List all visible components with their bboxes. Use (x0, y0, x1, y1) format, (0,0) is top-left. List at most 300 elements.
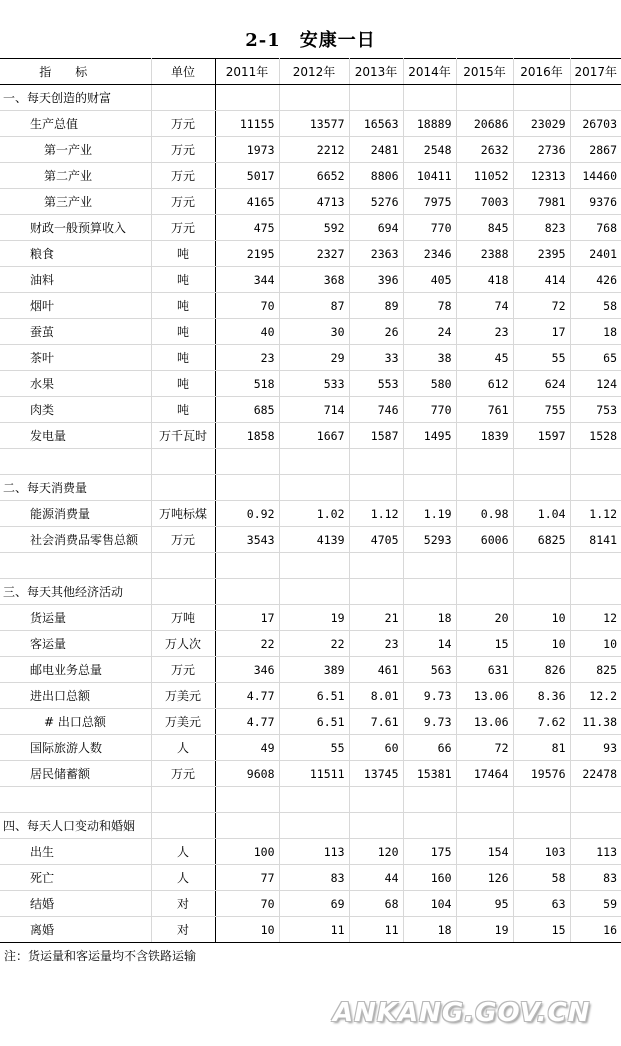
row-value (215, 813, 279, 839)
header-row (0, 59, 621, 85)
row-unit (151, 553, 215, 579)
row-value: 4.77 (215, 709, 279, 735)
row-value: 2195 (215, 241, 279, 267)
row-value: 2395 (513, 241, 570, 267)
row-value: 22 (215, 631, 279, 657)
row-value: 755 (513, 397, 570, 423)
row-value: 418 (456, 267, 513, 293)
header-indicator: 指标 (0, 59, 151, 85)
row-value: 1495 (403, 423, 456, 449)
table-row (0, 189, 621, 215)
row-indicator: 进出口总额 (0, 683, 151, 709)
row-value: 100 (215, 839, 279, 865)
row-value: 15381 (403, 761, 456, 787)
row-value: 2401 (570, 241, 621, 267)
row-value: 93 (570, 735, 621, 761)
row-indicator: 第三产业 (0, 189, 151, 215)
row-value: 11 (279, 917, 349, 943)
row-value: 160 (403, 865, 456, 891)
row-value: 58 (570, 293, 621, 319)
row-value (215, 579, 279, 605)
row-value (279, 85, 349, 111)
row-value: 4705 (349, 527, 403, 553)
row-value (349, 85, 403, 111)
row-value: 1528 (570, 423, 621, 449)
row-value: 14 (403, 631, 456, 657)
row-value: 2388 (456, 241, 513, 267)
row-value: 10 (215, 917, 279, 943)
row-value: 414 (513, 267, 570, 293)
table-row (0, 241, 621, 267)
table-row (0, 787, 621, 813)
footnote: 注：货运量和客运量均不含铁路运输 (4, 949, 197, 963)
row-value: 20 (456, 605, 513, 631)
row-value: 72 (456, 735, 513, 761)
row-value: 11 (349, 917, 403, 943)
row-value: 518 (215, 371, 279, 397)
row-value: 0.98 (456, 501, 513, 527)
row-unit: 万元 (151, 163, 215, 189)
table-row (0, 527, 621, 553)
table-row (0, 319, 621, 345)
row-value: 2632 (456, 137, 513, 163)
row-indicator: 油料 (0, 267, 151, 293)
row-value: 65 (570, 345, 621, 371)
row-value (570, 787, 621, 813)
row-unit: 人 (151, 865, 215, 891)
row-value: 55 (513, 345, 570, 371)
row-unit: 人 (151, 735, 215, 761)
row-value: 631 (456, 657, 513, 683)
row-value (513, 475, 570, 501)
row-value: 8.36 (513, 683, 570, 709)
row-value: 55 (279, 735, 349, 761)
row-value: 5276 (349, 189, 403, 215)
row-value: 81 (513, 735, 570, 761)
row-unit: 万元 (151, 111, 215, 137)
row-value: 58 (513, 865, 570, 891)
row-value: 19 (279, 605, 349, 631)
table-row (0, 761, 621, 787)
row-value (456, 813, 513, 839)
row-value: 405 (403, 267, 456, 293)
row-value: 1.04 (513, 501, 570, 527)
row-value: 825 (570, 657, 621, 683)
row-value: 95 (456, 891, 513, 917)
row-unit (151, 813, 215, 839)
row-value (279, 813, 349, 839)
table-row (0, 397, 621, 423)
row-value: 18 (403, 917, 456, 943)
row-value: 346 (215, 657, 279, 683)
row-value: 59 (570, 891, 621, 917)
row-indicator: 一、每天创造的财富 (0, 85, 151, 111)
row-value: 19576 (513, 761, 570, 787)
row-value: 7975 (403, 189, 456, 215)
header-year: 2014年 (403, 59, 456, 85)
row-value: 1.19 (403, 501, 456, 527)
row-value: 4.77 (215, 683, 279, 709)
row-value: 8141 (570, 527, 621, 553)
row-value: 826 (513, 657, 570, 683)
table-row (0, 605, 621, 631)
row-indicator: 蚕茧 (0, 319, 151, 345)
row-value: 33 (349, 345, 403, 371)
row-value: 7981 (513, 189, 570, 215)
row-value: 18 (403, 605, 456, 631)
row-value: 30 (279, 319, 349, 345)
row-indicator: 三、每天其他经济活动 (0, 579, 151, 605)
row-value: 533 (279, 371, 349, 397)
row-value: 17 (513, 319, 570, 345)
row-indicator: 能源消费量 (0, 501, 151, 527)
table-row (0, 865, 621, 891)
row-value: 69 (279, 891, 349, 917)
table-row (0, 735, 621, 761)
row-value (403, 85, 456, 111)
table-row (0, 813, 621, 839)
row-indicator: 水果 (0, 371, 151, 397)
row-unit: 万元 (151, 527, 215, 553)
row-value: 461 (349, 657, 403, 683)
row-unit: 万元 (151, 189, 215, 215)
row-value: 26 (349, 319, 403, 345)
row-value: 45 (456, 345, 513, 371)
row-value: 2548 (403, 137, 456, 163)
row-value: 23 (215, 345, 279, 371)
row-value (456, 85, 513, 111)
row-indicator: 四、每天人口变动和婚姻 (0, 813, 151, 839)
page-title: 2-1 安康一日 (245, 30, 376, 51)
row-value (279, 475, 349, 501)
row-value: 11.38 (570, 709, 621, 735)
row-value: 6825 (513, 527, 570, 553)
table-row (0, 631, 621, 657)
row-value: 1973 (215, 137, 279, 163)
table-body (0, 85, 621, 943)
row-value: 5293 (403, 527, 456, 553)
row-indicator: 发电量 (0, 423, 151, 449)
row-value: 78 (403, 293, 456, 319)
row-indicator: 肉类 (0, 397, 151, 423)
row-value: 6.51 (279, 683, 349, 709)
row-value: 175 (403, 839, 456, 865)
row-indicator (0, 787, 151, 813)
row-indicator: # 出口总额 (0, 709, 151, 735)
table-row (0, 839, 621, 865)
row-value (349, 787, 403, 813)
table-row (0, 579, 621, 605)
row-value: 68 (349, 891, 403, 917)
row-value: 553 (349, 371, 403, 397)
row-value: 426 (570, 267, 621, 293)
row-value: 104 (403, 891, 456, 917)
row-value: 11511 (279, 761, 349, 787)
row-value: 768 (570, 215, 621, 241)
row-value: 13745 (349, 761, 403, 787)
row-value: 12 (570, 605, 621, 631)
row-value: 126 (456, 865, 513, 891)
row-value (456, 553, 513, 579)
row-unit (151, 475, 215, 501)
row-value: 23 (349, 631, 403, 657)
row-value: 4139 (279, 527, 349, 553)
row-value: 8806 (349, 163, 403, 189)
row-value (513, 787, 570, 813)
row-value: 761 (456, 397, 513, 423)
row-value (513, 813, 570, 839)
row-value: 6006 (456, 527, 513, 553)
row-value: 344 (215, 267, 279, 293)
row-value: 23 (456, 319, 513, 345)
table-row (0, 917, 621, 943)
row-indicator: 国际旅游人数 (0, 735, 151, 761)
row-value (215, 553, 279, 579)
row-value (456, 449, 513, 475)
row-unit: 万元 (151, 215, 215, 241)
row-unit (151, 449, 215, 475)
row-value: 14460 (570, 163, 621, 189)
row-value: 20686 (456, 111, 513, 137)
row-value: 16 (570, 917, 621, 943)
row-value (403, 553, 456, 579)
table-row (0, 371, 621, 397)
header-year: 2012年 (279, 59, 349, 85)
row-indicator (0, 553, 151, 579)
row-indicator: 生产总值 (0, 111, 151, 137)
row-value: 823 (513, 215, 570, 241)
row-value: 9608 (215, 761, 279, 787)
row-value: 7003 (456, 189, 513, 215)
table-row (0, 267, 621, 293)
header-year: 2017年 (570, 59, 621, 85)
watermark: ANKANG.GOV.CN (333, 998, 591, 1028)
row-value: 17464 (456, 761, 513, 787)
row-indicator: 财政一般预算收入 (0, 215, 151, 241)
row-value: 2363 (349, 241, 403, 267)
row-unit: 万千瓦时 (151, 423, 215, 449)
row-indicator: 客运量 (0, 631, 151, 657)
row-indicator: 第二产业 (0, 163, 151, 189)
row-unit: 万吨 (151, 605, 215, 631)
row-value: 13.06 (456, 709, 513, 735)
row-value: 22 (279, 631, 349, 657)
row-value: 746 (349, 397, 403, 423)
row-value: 23029 (513, 111, 570, 137)
row-value (513, 85, 570, 111)
row-value: 19 (456, 917, 513, 943)
row-value: 1667 (279, 423, 349, 449)
row-value: 44 (349, 865, 403, 891)
row-value: 13.06 (456, 683, 513, 709)
row-value: 9.73 (403, 709, 456, 735)
row-value (513, 553, 570, 579)
row-value: 2212 (279, 137, 349, 163)
row-value: 2867 (570, 137, 621, 163)
row-value: 3543 (215, 527, 279, 553)
row-value: 770 (403, 397, 456, 423)
row-value (513, 449, 570, 475)
row-value (279, 449, 349, 475)
row-value: 5017 (215, 163, 279, 189)
row-unit: 万元 (151, 657, 215, 683)
row-value: 18889 (403, 111, 456, 137)
row-value (279, 579, 349, 605)
row-value: 17 (215, 605, 279, 631)
row-value (349, 553, 403, 579)
row-value (349, 813, 403, 839)
row-value: 72 (513, 293, 570, 319)
row-value: 11052 (456, 163, 513, 189)
row-value: 22478 (570, 761, 621, 787)
row-value: 15 (456, 631, 513, 657)
row-indicator: 邮电业务总量 (0, 657, 151, 683)
row-unit: 万人次 (151, 631, 215, 657)
row-value: 1.12 (570, 501, 621, 527)
table-row (0, 891, 621, 917)
row-value: 12313 (513, 163, 570, 189)
row-indicator: 死亡 (0, 865, 151, 891)
row-value: 389 (279, 657, 349, 683)
row-value (570, 449, 621, 475)
row-value: 10 (513, 631, 570, 657)
row-indicator: 结婚 (0, 891, 151, 917)
row-value (570, 813, 621, 839)
row-value (349, 475, 403, 501)
row-value (215, 85, 279, 111)
table-row (0, 449, 621, 475)
row-value: 83 (279, 865, 349, 891)
table-row (0, 293, 621, 319)
row-unit: 吨 (151, 241, 215, 267)
row-value: 70 (215, 293, 279, 319)
row-unit: 对 (151, 891, 215, 917)
row-indicator: 第一产业 (0, 137, 151, 163)
table-row (0, 475, 621, 501)
row-value: 26703 (570, 111, 621, 137)
row-value: 7.61 (349, 709, 403, 735)
row-value: 612 (456, 371, 513, 397)
row-indicator: 出生 (0, 839, 151, 865)
row-value (570, 475, 621, 501)
row-value: 10411 (403, 163, 456, 189)
row-value: 4165 (215, 189, 279, 215)
row-unit: 人 (151, 839, 215, 865)
row-value: 6.51 (279, 709, 349, 735)
row-unit: 万美元 (151, 709, 215, 735)
row-value: 74 (456, 293, 513, 319)
row-value: 77 (215, 865, 279, 891)
row-value: 0.92 (215, 501, 279, 527)
table-row (0, 683, 621, 709)
row-indicator: 粮食 (0, 241, 151, 267)
row-value (570, 553, 621, 579)
row-value: 6652 (279, 163, 349, 189)
row-value: 13577 (279, 111, 349, 137)
row-value (215, 475, 279, 501)
row-unit: 吨 (151, 319, 215, 345)
table-row (0, 709, 621, 735)
row-value (456, 579, 513, 605)
row-value: 1.12 (349, 501, 403, 527)
row-value: 15 (513, 917, 570, 943)
row-value (403, 813, 456, 839)
row-indicator (0, 449, 151, 475)
row-value: 845 (456, 215, 513, 241)
row-value (513, 579, 570, 605)
row-value: 83 (570, 865, 621, 891)
table-row (0, 345, 621, 371)
row-value: 49 (215, 735, 279, 761)
row-value: 2346 (403, 241, 456, 267)
table-row (0, 215, 621, 241)
table-row (0, 137, 621, 163)
row-value: 66 (403, 735, 456, 761)
row-value (403, 579, 456, 605)
table-row (0, 553, 621, 579)
row-value: 9376 (570, 189, 621, 215)
row-value: 1858 (215, 423, 279, 449)
row-unit: 吨 (151, 345, 215, 371)
row-unit: 吨 (151, 293, 215, 319)
row-value: 11155 (215, 111, 279, 137)
row-value (349, 579, 403, 605)
row-value (570, 579, 621, 605)
row-unit: 吨 (151, 397, 215, 423)
row-unit: 万元 (151, 761, 215, 787)
row-value: 2736 (513, 137, 570, 163)
row-value (215, 449, 279, 475)
row-value: 2327 (279, 241, 349, 267)
row-value: 29 (279, 345, 349, 371)
row-value: 16563 (349, 111, 403, 137)
row-value: 38 (403, 345, 456, 371)
row-unit (151, 787, 215, 813)
row-value: 753 (570, 397, 621, 423)
row-value: 9.73 (403, 683, 456, 709)
row-unit: 万美元 (151, 683, 215, 709)
row-indicator: 居民储蓄额 (0, 761, 151, 787)
table-row (0, 111, 621, 137)
row-indicator: 茶叶 (0, 345, 151, 371)
row-value: 714 (279, 397, 349, 423)
row-value (215, 787, 279, 813)
row-value: 40 (215, 319, 279, 345)
row-value: 563 (403, 657, 456, 683)
row-value (403, 449, 456, 475)
table-row (0, 657, 621, 683)
row-indicator: 烟叶 (0, 293, 151, 319)
row-value (456, 475, 513, 501)
row-value: 475 (215, 215, 279, 241)
row-value: 1.02 (279, 501, 349, 527)
row-value: 70 (215, 891, 279, 917)
row-value (570, 85, 621, 111)
row-unit: 吨 (151, 267, 215, 293)
row-value: 8.01 (349, 683, 403, 709)
table-row (0, 501, 621, 527)
row-value: 368 (279, 267, 349, 293)
row-value: 624 (513, 371, 570, 397)
row-value: 580 (403, 371, 456, 397)
row-indicator: 离婚 (0, 917, 151, 943)
row-value: 21 (349, 605, 403, 631)
row-value: 24 (403, 319, 456, 345)
row-value (279, 553, 349, 579)
table-row (0, 423, 621, 449)
row-value (279, 787, 349, 813)
row-value: 1597 (513, 423, 570, 449)
